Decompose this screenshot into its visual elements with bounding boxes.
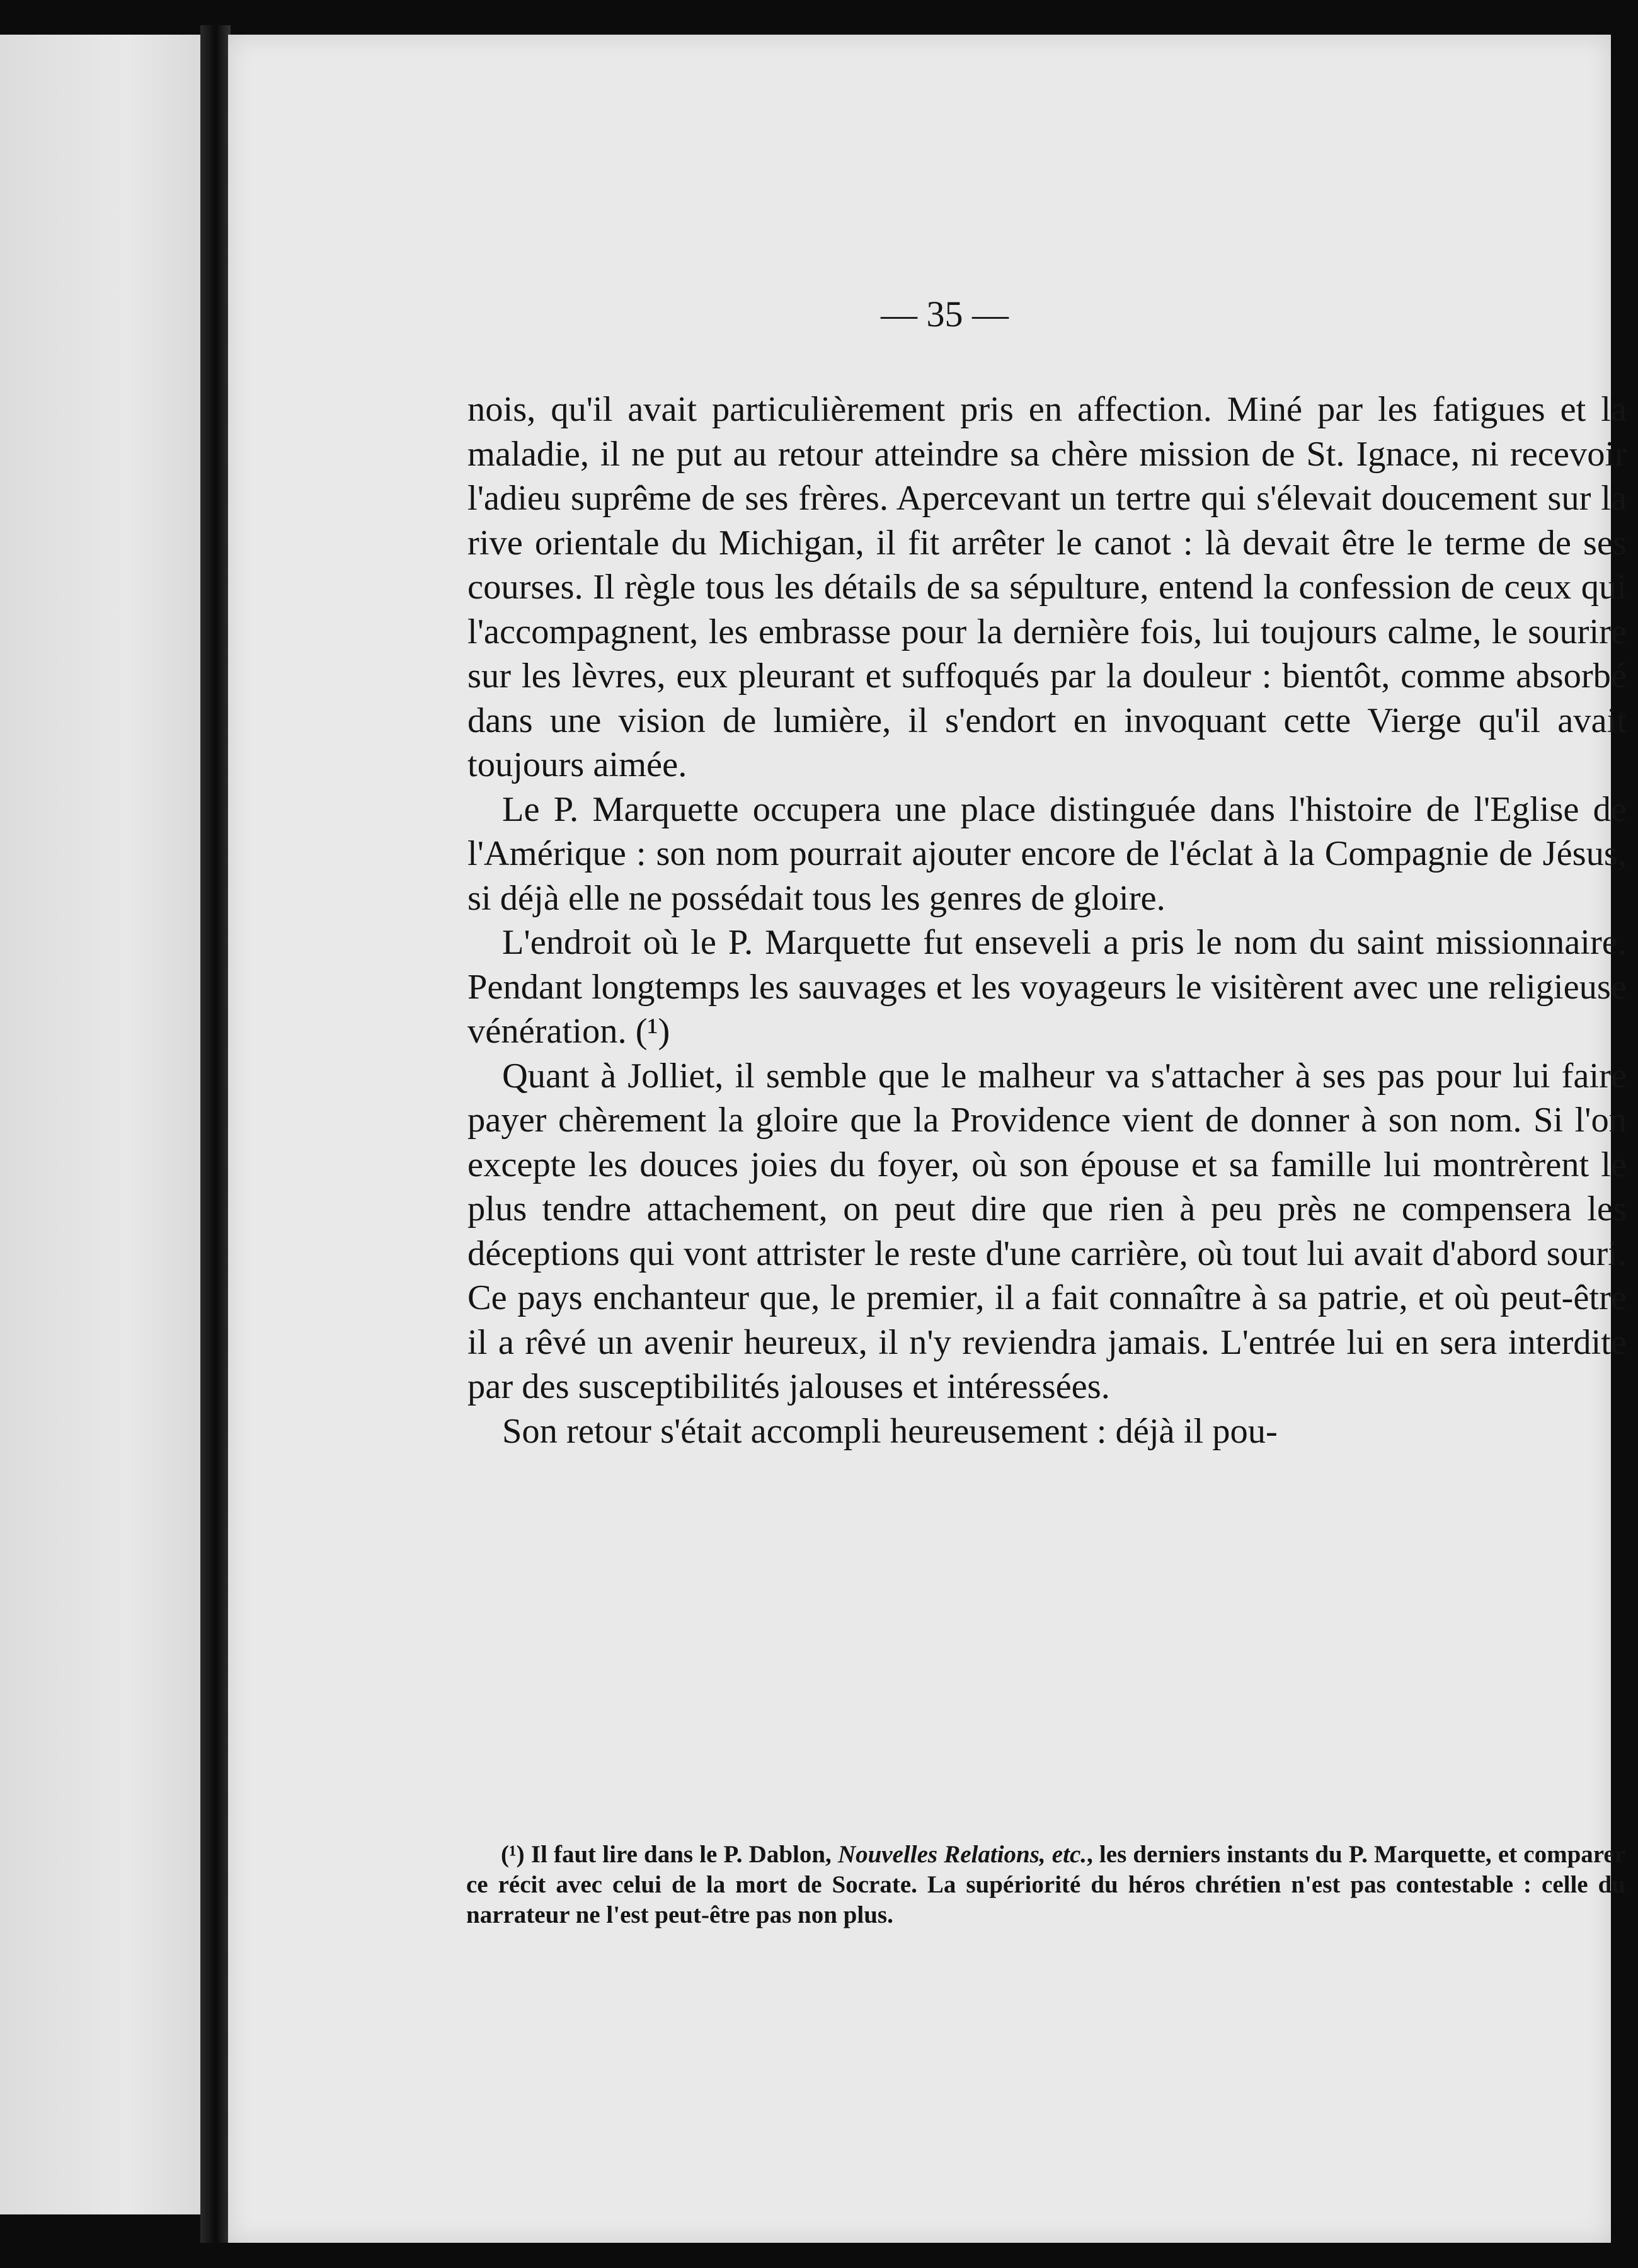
paragraph: Quant à Jolliet, il semble que le malheur va s'attacher à ses pas pour lui faire payer chèrement la gloire que la Providence vient de donner à son nom. Si l'on excepte les douces joies du foyer, où son épouse et sa famille lui montrèrent le plus tendre attachement, on peut dire que rien à peu près ne compensera les déceptions qui vont attrister le reste d'une carrière, où tout lui avait d'abord souri. Ce pays enchanteur que, le premier, il a fait connaître à sa patrie, et où peut-être il a rêvé un avenir heureux, il n'y reviendra jamais. L'entrée lui en sera interdite par des susceptibilités jalouses et intéressées. [467, 1056, 1627, 1406]
paragraph: Son retour s'était accompli heureusement : déjà il pou- [502, 1411, 1278, 1451]
footnote-lead: (¹) Il faut lire dans le P. Dablon, [501, 1841, 838, 1868]
book-page [228, 35, 1627, 2243]
previous-page-edge [0, 35, 214, 2214]
footnote-rest: , les derniers instants du P. Marquette, et comparer ce récit avec celui de la mort de Socrate. La supériorité du héros chrétien n'est pas contestable : celle du narrateur ne l'est peut-être pas non plus. [466, 1841, 1625, 1928]
scan-artifact [882, 0, 920, 32]
footnote [466, 1840, 1625, 1930]
book-gutter [200, 25, 231, 2243]
page-number: — 35 — [881, 294, 1009, 335]
footnote-text [466, 1840, 1625, 1930]
paragraph: nois, qu'il avait particulièrement pris en affection. Miné par les fatigues et la maladie, il ne put au retour atteindre sa chère mission de St. Ignace, ni recevoir l'adieu suprême de ses frères. Apercevant un tertre qui s'élevait doucement sur la rive orientale du Michigan, il fit arrêter le canot : là devait être le terme de ses courses. Il règle tous les détails de sa sépulture, entend la confession de ceux qui l'accompagnent, les embrasse pour la dernière fois, lui toujours calme, le sourire sur les lèvres, eux pleurant et suffoqués par la douleur : bientôt, comme absorbé dans une vision de lumière, il s'endort en invoquant cette Vierge qu'il avait toujours aimée. [467, 390, 1627, 784]
main-text [467, 387, 1627, 1453]
paragraph: Le P. Marquette occupera une place distinguée dans l'histoire de l'Eglise de l'Amérique : son nom pourrait ajouter encore de l'éclat à la Compagnie de Jésus, si déjà elle ne possédait tous les genres de gloire. [467, 789, 1627, 918]
footnote-italic-title: Nouvelles Relations, etc. [837, 1841, 1087, 1868]
paragraph: L'endroit où le P. Marquette fut enseveli a pris le nom du saint missionnaire. Pendant longtemps les sauvages et les voyageurs le visitèrent avec une religieuse vénération. (¹) [467, 923, 1627, 1051]
